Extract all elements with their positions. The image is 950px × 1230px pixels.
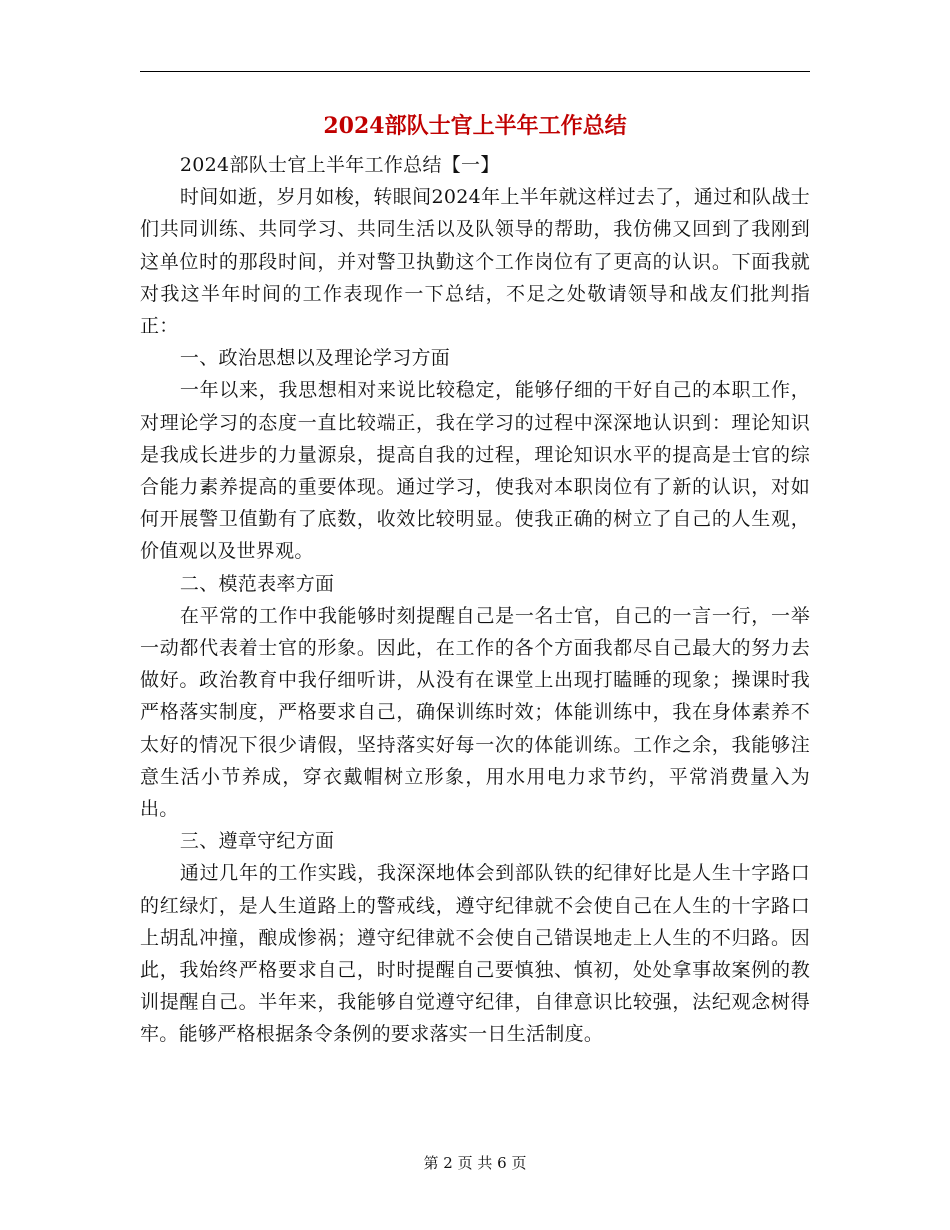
header-rule bbox=[140, 71, 810, 72]
political-paragraph: 一年以来，我思想相对来说比较稳定，能够仔细的干好自己的本职工作，对理论学习的态度一直比较端正，我在学习的过程中深深地认识到：理论知识是我成长进步的力量源泉，提高自我的过程，理论知识水平的提高是士官的综合能力素养提高的重要体现。通过学习，使我对本职岗位有了新的认识，对如何开展警卫值勤有了底数，收效比较明显。使我正确的树立了自己的人生观，价值观以及世界观。 bbox=[140, 379, 810, 563]
document-title: 2024部队士官上半年工作总结 bbox=[323, 113, 627, 139]
intro-paragraph: 时间如逝，岁月如梭，转眼间2024年上半年就这样过去了，通过和队战士们共同训练、共同学习、共同生活以及队领导的帮助，我仿佛又回到了我刚到这单位时的那段时间，并对警卫执勤这个工作岗位有了更高的认识。下面我就对我这半年时间的工作表现作一下总结，不足之处敬请领导和战友们批判指正： bbox=[140, 186, 810, 338]
exemplary-paragraph: 在平常的工作中我能够时刻提醒自己是一名士官，自己的一言一行，一举一动都代表着士官的形象。因此，在工作的各个方面我都尽自己最大的努力去做好。政治教育中我仔细听讲，从没有在课堂上出现打瞌睡的现象；操课时我严格落实制度，严格要求自己，确保训练时效；体能训练中，我在身体素养不太好的情况下很少请假，坚持落实好每一次的体能训练。工作之余，我能够注意生活小节养成，穿衣戴帽树立形象，用水用电力求节约，平常消费量入为出。 bbox=[140, 604, 810, 821]
section-heading-exemplary: 二、模范表率方面 bbox=[179, 572, 335, 595]
section-heading-discipline: 三、遵章守纪方面 bbox=[179, 830, 335, 853]
document-body bbox=[140, 149, 810, 1051]
section-subtitle: 2024部队士官上半年工作总结【一】 bbox=[179, 154, 500, 176]
page-number: 第 2 页 共 6 页 bbox=[423, 1154, 527, 1172]
section-heading-political: 一、政治思想以及理论学习方面 bbox=[179, 347, 451, 370]
discipline-paragraph: 通过几年的工作实践，我深深地体会到部队铁的纪律好比是人生十字路口的红绿灯，是人生道路上的警戒线，遵守纪律就不会使自己在人生的十字路口上胡乱冲撞，酿成惨祸；遵守纪律就不会使自己错误地走上人生的不归路。因此，我始终严格要求自己，时时提醒自己要慎独、慎初，处处拿事故案例的教训提醒自己。半年来，我能够自觉遵守纪律，自律意识比较强，法纪观念树得牢。能够严格根据条令条例的要求落实一日生活制度。 bbox=[140, 862, 810, 1046]
